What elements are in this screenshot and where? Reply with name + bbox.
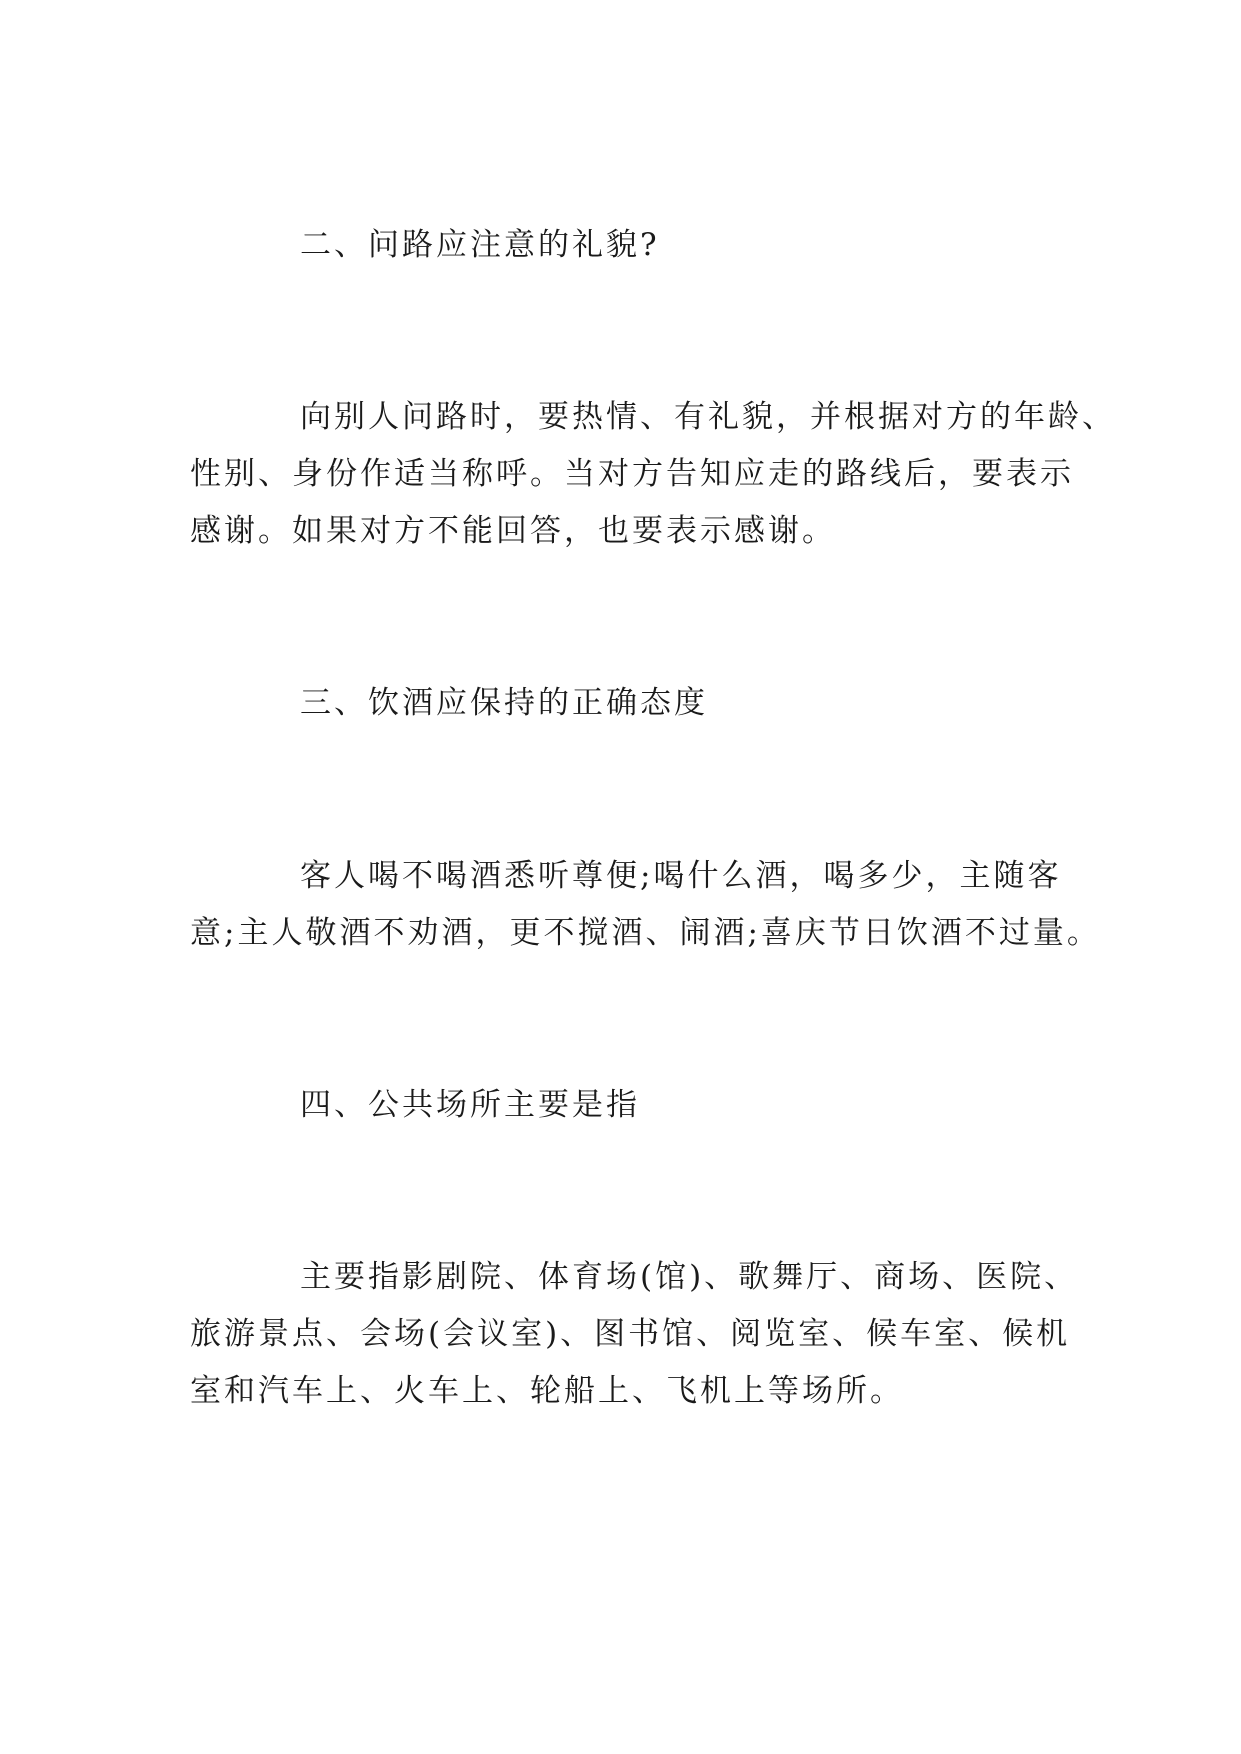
section-heading-3: 三、饮酒应保持的正确态度 — [300, 685, 708, 721]
section-body-line: 客人喝不喝酒悉听尊便;喝什么酒，喝多少，主随客 — [300, 858, 1062, 894]
section-body-line: 意;主人敬酒不劝酒，更不搅酒、闹酒;喜庆节日饮酒不过量。 — [190, 915, 1101, 951]
section-body-line: 向别人问路时，要热情、有礼貌，并根据对方的年龄、 — [300, 399, 1116, 435]
section-heading-2: 二、问路应注意的礼貌? — [300, 227, 660, 263]
section-body-line: 室和汽车上、火车上、轮船上、飞机上等场所。 — [190, 1373, 904, 1409]
section-heading-4: 四、公共场所主要是指 — [300, 1087, 640, 1123]
section-body-line: 旅游景点、会场(会议室)、图书馆、阅览室、候车室、候机 — [190, 1316, 1071, 1352]
section-body-line: 感谢。如果对方不能回答，也要表示感谢。 — [190, 513, 836, 549]
section-body-line: 性别、身份作适当称呼。当对方告知应走的路线后，要表示 — [190, 456, 1074, 492]
section-body-line: 主要指影剧院、体育场(馆)、歌舞厅、商场、医院、 — [300, 1259, 1079, 1295]
